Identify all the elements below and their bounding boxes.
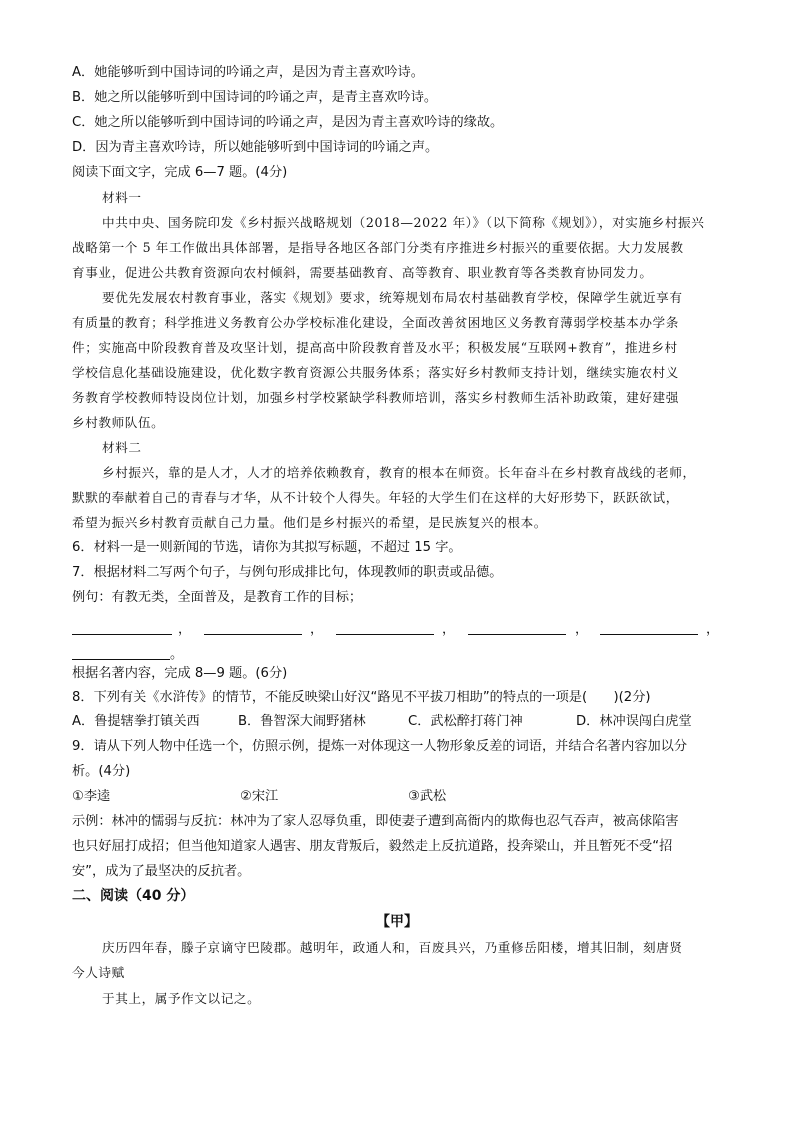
material1-line: 学校信息化基础设施建设，优化数字教育资源公共服务体系；落实好乡村教师支持计划，继续实施农村义 bbox=[72, 365, 679, 380]
q5-option-c: C．她之所以能够听到中国诗词的吟诵之声，是因为青主喜欢吟诗的缘故。 bbox=[72, 115, 504, 130]
q7-answer-blanks-2 bbox=[72, 642, 722, 664]
reading-instruction-8-9: 根据名著内容，完成 8—9 题。(6分) bbox=[72, 666, 288, 681]
material2-line: 乡村振兴，靠的是人才，人才的培养依赖教育，教育的根本在师资。长年奋斗在乡村教育战线的老师， bbox=[102, 465, 696, 480]
q8-option-a: A．鲁提辖拳打镇关西 bbox=[72, 714, 200, 729]
q5-option-b: B．她之所以能够听到中国诗词的吟诵之声，是青主喜欢吟诗。 bbox=[72, 90, 438, 105]
question-9-cont: 析。(4分) bbox=[72, 764, 131, 779]
answer-blank[interactable] bbox=[468, 634, 566, 635]
answer-blank[interactable] bbox=[336, 634, 434, 635]
blank-punct: ， bbox=[575, 622, 589, 637]
section-2-title: 二、阅读（40 分） bbox=[72, 888, 195, 904]
material1-title: 材料一 bbox=[102, 190, 142, 205]
q9-choice: ②宋江 bbox=[240, 789, 279, 804]
passage-jia-title: 【甲】 bbox=[376, 914, 418, 930]
blank-punct: ， bbox=[442, 622, 456, 637]
material1-line: 育事业，促进公共教育资源向农村倾斜，需要基础教育、高等教育、职业教育等各类教育协同发力。 bbox=[72, 265, 653, 280]
q8-option-c: C．武松醉打蒋门神 bbox=[408, 714, 523, 729]
answer-blank[interactable] bbox=[72, 634, 172, 635]
answer-blank[interactable] bbox=[204, 634, 302, 635]
classical-text-line: 庆历四年春，滕子京谪守巴陵郡。越明年，政通人和，百废具兴，乃重修岳阳楼，增其旧制，刻唐贤 bbox=[102, 940, 683, 955]
material2-line: 默默的奉献着自己的青春与才华，从不计较个人得失。年轻的大学生们在这样的大好形势下，跃跃欲试， bbox=[72, 490, 679, 505]
material1-line: 有质量的教育；科学推进义务教育公办学校标准化建设，全面改善贫困地区义务教育薄弱学校基本办学条 bbox=[72, 315, 679, 330]
blank-punct: 。 bbox=[170, 647, 184, 662]
question-7: 7．根据材料二写两个句子，与例句形成排比句，体现教师的职责或品德。 bbox=[72, 565, 503, 580]
classical-text-line: 于其上，属予作文以记之。 bbox=[102, 991, 261, 1006]
reading-instruction-6-7: 阅读下面文字，完成 6—7 题。(4分) bbox=[72, 165, 288, 180]
q9-choice: ③武松 bbox=[408, 789, 447, 804]
q8-option-b: B．鲁智深大闹野猪林 bbox=[238, 714, 366, 729]
blank-punct: ， bbox=[310, 622, 324, 637]
blank-punct: ， bbox=[178, 622, 192, 637]
material2-title: 材料二 bbox=[102, 440, 142, 455]
q5-option-a: A．她能够听到中国诗词的吟诵之声，是因为青主喜欢吟诗。 bbox=[72, 65, 424, 80]
classical-text-line: 今人诗赋 bbox=[72, 965, 125, 980]
material1-line: 要优先发展农村教育事业，落实《规划》要求，统筹规划布局农村基础教育学校，保障学生就近享有 bbox=[102, 290, 683, 305]
material1-line: 件；实施高中阶段教育普及攻坚计划，提高高中阶段教育普及水平；积极发展“互联网+教育”，推进乡村 bbox=[72, 340, 678, 355]
q5-option-d: D．因为青主喜欢吟诗，所以她能够听到中国诗词的吟诵之声。 bbox=[72, 140, 439, 155]
material1-line: 中共中央、国务院印发《乡村振兴战略规划（2018—2022 年）》（以下简称《规划》），对实施乡村振兴 bbox=[102, 215, 705, 230]
material1-line: 务教育学校教师特设岗位计划，加强乡村学校紧缺学科教师培训，落实乡村教师生活补助政策，建好建强 bbox=[72, 390, 679, 405]
material2-line: 希望为振兴乡村教育贡献自己力量。他们是乡村振兴的希望，是民族复兴的根本。 bbox=[72, 515, 547, 530]
question-6: 6．材料一是一则新闻的节选，请你为其拟写标题，不超过 15 字。 bbox=[72, 540, 462, 555]
q7-example: 例句：有教无类，全面普及，是教育工作的目标； bbox=[72, 590, 363, 605]
question-8: 8．下列有关《水浒传》的情节，不能反映梁山好汉“路见不平拔刀相助”的特点的一项是( )(2分) bbox=[72, 690, 651, 705]
q8-option-d: D．林冲误闯白虎堂 bbox=[576, 714, 692, 729]
answer-blank[interactable] bbox=[72, 659, 170, 660]
material1-line: 乡村教师队伍。 bbox=[72, 415, 165, 430]
answer-blank[interactable] bbox=[600, 634, 698, 635]
q9-example-line: 安”，成为了最坚决的反抗者。 bbox=[72, 864, 251, 879]
q9-example-line: 示例：林冲的懦弱与反抗：林冲为了家人忍辱负重，即使妻子遭到高衙内的欺侮也忍气吞声，被高俅陷害 bbox=[72, 814, 679, 829]
question-9: 9．请从下列人物中任选一个，仿照示例，提炼一对体现这一人物形象反差的词语，并结合名著内容加以分 bbox=[72, 739, 688, 754]
q7-answer-blanks bbox=[72, 617, 722, 639]
material1-line: 战略第一个 5 年工作做出具体部署，是指导各地区各部门分类有序推进乡村振兴的重要依据。大力发展教 bbox=[72, 240, 684, 255]
q9-example-line: 也只好屈打成招；但当他知道家人遇害、朋友背叛后，毅然走上反抗道路，投奔梁山，并且暂死不受“招 bbox=[72, 839, 673, 854]
q9-choice: ①李逵 bbox=[72, 789, 111, 804]
blank-punct: ， bbox=[706, 622, 720, 637]
